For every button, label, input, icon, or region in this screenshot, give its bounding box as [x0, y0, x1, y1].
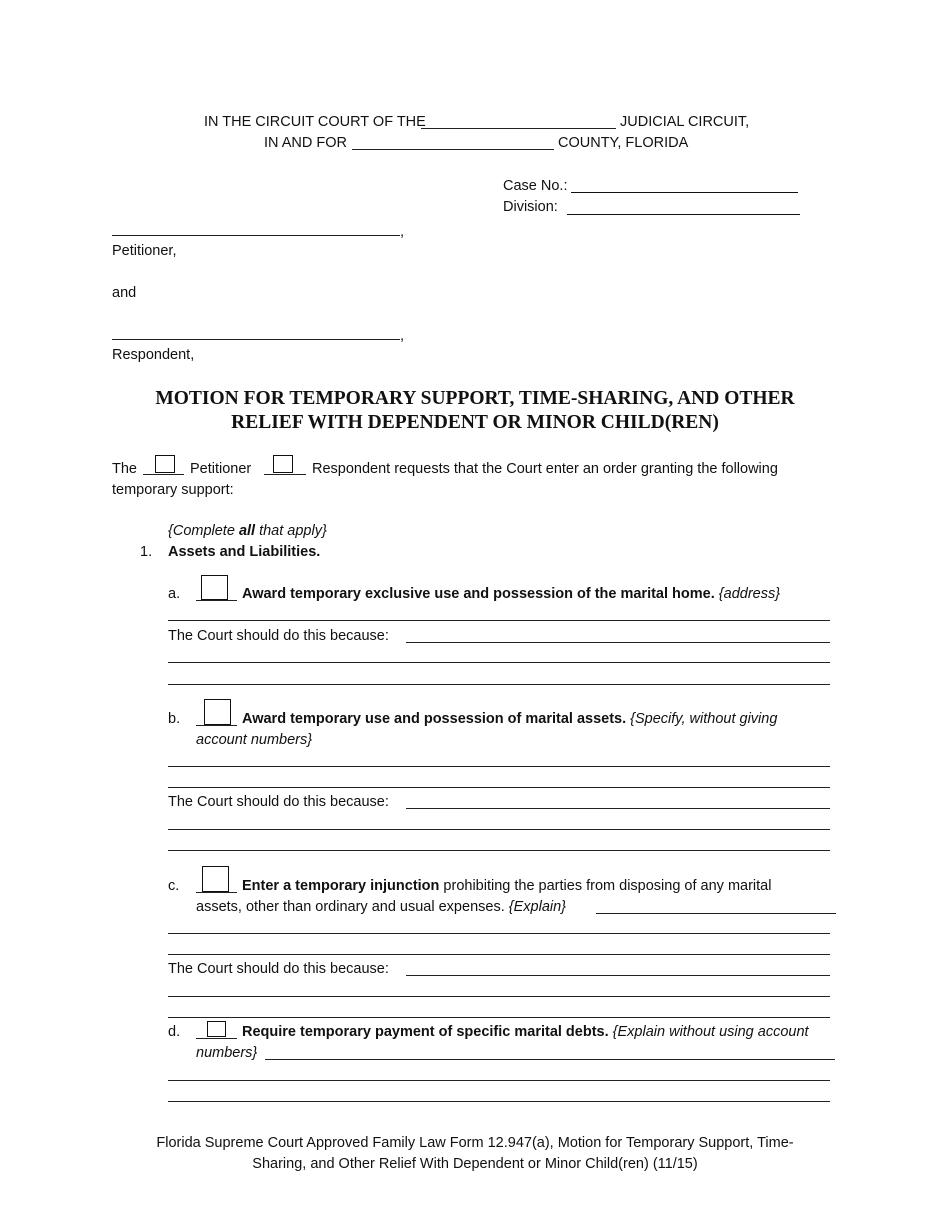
- item-c-line[interactable]: [168, 1017, 830, 1018]
- item-d-text: [242, 1022, 809, 1043]
- item-c-line2-text: assets, other than ordinary and usual expenses.: [196, 899, 505, 915]
- intro-line2: temporary support:: [112, 482, 234, 498]
- item-c-line[interactable]: [168, 954, 830, 955]
- item-b-line[interactable]: [168, 850, 830, 851]
- item-b-line[interactable]: [168, 766, 830, 767]
- form-title-line2: RELIEF WITH DEPENDENT OR MINOR CHILD(REN): [231, 412, 719, 433]
- footer-line2: Sharing, and Other Relief With Dependent or Minor Child(ren) (11/15): [252, 1156, 698, 1172]
- respondent-name-field[interactable]: [112, 339, 400, 340]
- item-b-because-field[interactable]: [406, 808, 830, 809]
- item-a-italic: {address}: [718, 586, 781, 602]
- section-heading: Assets and Liabilities.: [168, 544, 321, 560]
- item-d-letter: d.: [168, 1024, 181, 1040]
- instructions-bold: all: [238, 523, 256, 539]
- case-no-label: Case No.:: [503, 178, 568, 194]
- judicial-circuit-field[interactable]: [421, 128, 616, 129]
- instructions: [168, 521, 327, 542]
- case-no-field[interactable]: [571, 192, 798, 193]
- petitioner-checkbox-underline: [143, 474, 184, 475]
- item-d-bold: Require temporary payment of specific marital debts.: [242, 1024, 609, 1040]
- item-d-italic2: numbers}: [196, 1045, 258, 1061]
- item-b-letter: b.: [168, 711, 181, 727]
- item-a-line[interactable]: [168, 662, 830, 663]
- item-a-address-line[interactable]: [168, 620, 830, 621]
- item-c-normal: prohibiting the parties from disposing of any marital: [439, 878, 772, 894]
- intro-the: The: [112, 461, 137, 477]
- item-c-checkbox[interactable]: [202, 866, 229, 892]
- petitioner-checkbox[interactable]: [155, 455, 175, 473]
- item-c-letter: c.: [168, 878, 180, 894]
- and-label: and: [112, 285, 137, 301]
- item-d-line[interactable]: [168, 1080, 830, 1081]
- item-a-because-field[interactable]: [406, 642, 830, 643]
- item-a-line[interactable]: [168, 684, 830, 685]
- intro-respondent-text: Respondent requests that the Court enter an order granting the following: [312, 461, 778, 477]
- instructions-post: that apply}: [255, 523, 327, 539]
- item-c-because-field[interactable]: [406, 975, 830, 976]
- section-number: 1.: [140, 544, 153, 560]
- item-a-checkbox-underline: [196, 600, 237, 601]
- form-title-line1: MOTION FOR TEMPORARY SUPPORT, TIME-SHARING, AND OTHER: [155, 388, 795, 409]
- item-b-bold: Award temporary use and possession of marital assets.: [242, 711, 627, 727]
- item-d-checkbox[interactable]: [207, 1021, 226, 1037]
- item-a-bold: Award temporary exclusive use and possession of the marital home.: [242, 586, 715, 602]
- item-c-line[interactable]: [168, 933, 830, 934]
- item-c-text: [242, 876, 771, 897]
- item-c-line2: [196, 897, 566, 918]
- item-b-checkbox-underline: [196, 725, 237, 726]
- item-c-bold: Enter a temporary injunction: [242, 878, 440, 894]
- item-d-italic1: {Explain without using account: [612, 1024, 809, 1040]
- intro-petitioner: Petitioner: [190, 461, 252, 477]
- instructions-pre: {Complete: [168, 523, 239, 539]
- item-b-line[interactable]: [168, 829, 830, 830]
- item-b-because-label: The Court should do this because:: [168, 794, 389, 810]
- item-d-checkbox-underline: [196, 1038, 237, 1039]
- item-c-italic: {Explain}: [508, 899, 567, 915]
- footer-line1: Florida Supreme Court Approved Family Law Form 12.947(a), Motion for Temporary Support, Time-: [156, 1135, 794, 1151]
- respondent-comma: ,: [400, 328, 405, 344]
- court-header-line2-suffix: COUNTY, FLORIDA: [558, 135, 689, 151]
- division-label: Division:: [503, 199, 558, 215]
- item-a-because-label: The Court should do this because:: [168, 628, 389, 644]
- item-d-explain-field[interactable]: [265, 1059, 835, 1060]
- respondent-label: Respondent,: [112, 347, 195, 363]
- item-c-explain-field[interactable]: [596, 913, 836, 914]
- respondent-checkbox-underline: [264, 474, 306, 475]
- county-field[interactable]: [352, 149, 554, 150]
- item-c-line[interactable]: [168, 996, 830, 997]
- item-b-italic1: {Specify, without giving: [630, 711, 778, 727]
- item-a-letter: a.: [168, 586, 181, 602]
- item-b-checkbox[interactable]: [204, 699, 231, 725]
- court-header-line1-suffix: JUDICIAL CIRCUIT,: [620, 114, 750, 130]
- court-header-line1-prefix: IN THE CIRCUIT COURT OF THE: [204, 114, 426, 130]
- item-d-line[interactable]: [168, 1101, 830, 1102]
- item-a-checkbox[interactable]: [201, 575, 228, 600]
- item-b-text: [242, 709, 777, 730]
- petitioner-name-field[interactable]: [112, 235, 400, 236]
- item-c-because-label: The Court should do this because:: [168, 961, 389, 977]
- respondent-checkbox[interactable]: [273, 455, 293, 473]
- item-b-line[interactable]: [168, 787, 830, 788]
- petitioner-comma: ,: [400, 224, 405, 240]
- item-b-italic2: account numbers}: [196, 732, 313, 748]
- item-c-checkbox-underline: [196, 892, 237, 893]
- court-header-line2-prefix: IN AND FOR: [264, 135, 347, 151]
- item-a-text: [242, 584, 780, 605]
- division-field[interactable]: [567, 214, 800, 215]
- petitioner-label: Petitioner,: [112, 243, 177, 259]
